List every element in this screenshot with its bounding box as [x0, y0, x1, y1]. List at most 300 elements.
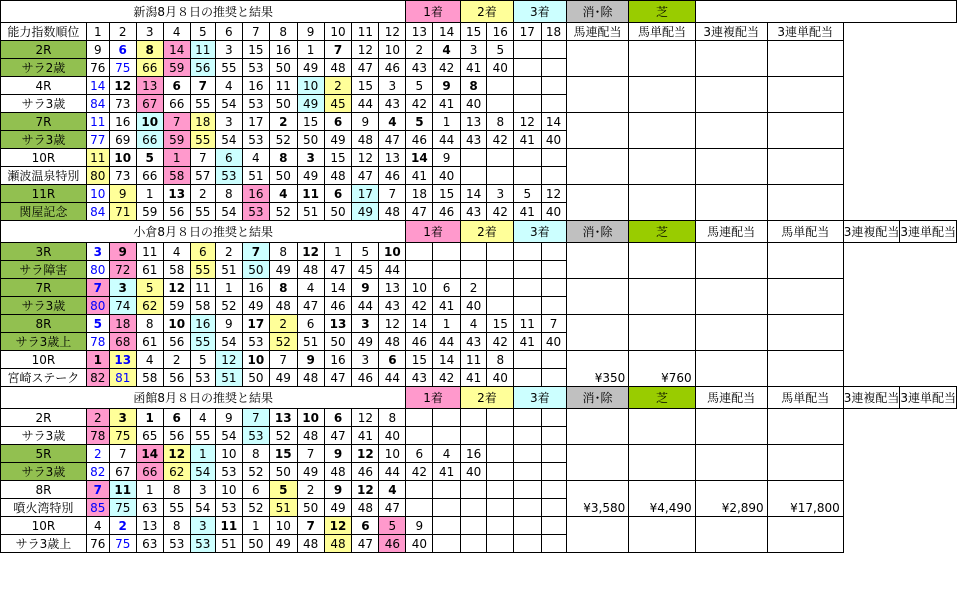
ability-score: 40 [460, 463, 487, 481]
ability-score: 43 [379, 297, 406, 315]
rank-number: 13 [406, 23, 433, 41]
ability-score [514, 499, 541, 517]
horse-number: 12 [352, 41, 379, 59]
ability-score: 52 [215, 297, 242, 315]
rank-number: 15 [460, 23, 487, 41]
section-title: 新潟8月８日の推奨と結果 [1, 1, 406, 23]
horse-number: 14 [136, 445, 163, 463]
ability-score: 44 [433, 333, 460, 351]
horse-number: 3 [460, 41, 487, 59]
rank-number: 7 [242, 23, 269, 41]
ability-score: 45 [352, 261, 379, 279]
payout-header: 馬連配当 [695, 221, 767, 243]
race-horse-row [1, 41, 957, 59]
horse-number: 4 [242, 149, 269, 167]
horse-number: 10 [379, 445, 406, 463]
ability-score: 48 [297, 369, 324, 387]
ability-score: 54 [215, 333, 242, 351]
horse-number: 8 [269, 279, 297, 297]
horse-number: 10 [406, 279, 433, 297]
horse-number: 9 [86, 41, 109, 59]
race-horse-row [1, 517, 957, 535]
ability-score: 49 [269, 261, 297, 279]
rank-number: 8 [269, 23, 297, 41]
horse-number: 2 [86, 409, 109, 427]
ability-score: 56 [163, 369, 190, 387]
ability-score: 40 [541, 203, 566, 221]
ability-score: 48 [297, 427, 324, 445]
ability-score: 63 [136, 535, 163, 553]
horse-number: 8 [460, 77, 487, 95]
horse-number [460, 517, 487, 535]
ability-score: 63 [136, 499, 163, 517]
horse-number: 7 [269, 351, 297, 369]
horse-number [487, 243, 514, 261]
horse-number: 12 [352, 445, 379, 463]
horse-number: 16 [269, 41, 297, 59]
ability-score: 47 [352, 167, 379, 185]
horse-number: 10 [109, 149, 136, 167]
ability-score: 42 [487, 203, 514, 221]
rank-number: 18 [541, 23, 566, 41]
horse-number: 13 [460, 113, 487, 131]
horse-number [460, 243, 487, 261]
race-horse-row [1, 315, 957, 333]
horse-number: 18 [109, 315, 136, 333]
horse-number: 3 [86, 243, 109, 261]
ability-score: 75 [109, 59, 136, 77]
horse-number: 14 [460, 185, 487, 203]
ability-score [541, 427, 566, 445]
ability-score: 46 [352, 463, 379, 481]
ability-score: 42 [406, 463, 433, 481]
ability-score [487, 427, 514, 445]
horse-number: 14 [433, 351, 460, 369]
ability-score: 44 [352, 95, 379, 113]
ability-score [487, 261, 514, 279]
ability-score [541, 261, 566, 279]
race-number: 7R [1, 279, 87, 297]
horse-number: 5 [136, 279, 163, 297]
payout-cell [629, 149, 695, 185]
ability-score: 47 [406, 203, 433, 221]
payout-cell: ¥4,490 [629, 481, 695, 517]
horse-number: 9 [406, 517, 433, 535]
ability-score: 62 [163, 463, 190, 481]
race-number: 8R [1, 481, 87, 499]
horse-number: 14 [406, 315, 433, 333]
payout-cell [629, 243, 695, 279]
legend-turf: 芝 [629, 387, 695, 409]
horse-number: 3 [190, 481, 215, 499]
horse-number: 1 [190, 445, 215, 463]
race-number: 2R [1, 41, 87, 59]
horse-number: 9 [352, 113, 379, 131]
payout-cell [629, 279, 695, 315]
payout-cell [566, 77, 629, 113]
ability-score [514, 95, 541, 113]
horse-number: 6 [163, 409, 190, 427]
horse-number [487, 517, 514, 535]
horse-number: 18 [406, 185, 433, 203]
horse-number: 16 [242, 185, 269, 203]
horse-number: 7 [86, 481, 109, 499]
ability-score: 73 [109, 167, 136, 185]
ability-score: 48 [324, 59, 352, 77]
horse-number: 3 [297, 149, 324, 167]
ability-score: 50 [324, 333, 352, 351]
ability-score: 43 [406, 59, 433, 77]
ability-score: 53 [242, 203, 269, 221]
ability-score: 55 [190, 261, 215, 279]
ability-score: 43 [379, 95, 406, 113]
ability-score: 62 [136, 297, 163, 315]
horse-number: 1 [86, 351, 109, 369]
horse-number: 4 [433, 41, 460, 59]
horse-number: 15 [324, 149, 352, 167]
ability-score [541, 463, 566, 481]
payout-cell [629, 315, 695, 351]
horse-number: 7 [541, 315, 566, 333]
horse-number: 3 [109, 409, 136, 427]
horse-number: 6 [242, 481, 269, 499]
horse-number: 6 [352, 517, 379, 535]
horse-number: 13 [379, 149, 406, 167]
horse-number: 7 [297, 445, 324, 463]
horse-number: 12 [379, 315, 406, 333]
horse-number: 10 [86, 185, 109, 203]
ability-score: 54 [215, 131, 242, 149]
ability-score: 58 [190, 297, 215, 315]
horse-number [541, 77, 566, 95]
horse-number: 13 [269, 409, 297, 427]
ability-score [487, 167, 514, 185]
payout-header: 3連単配当 [900, 221, 957, 243]
horse-number: 4 [163, 243, 190, 261]
ability-score [514, 261, 541, 279]
horse-number: 4 [190, 409, 215, 427]
ability-score: 55 [190, 203, 215, 221]
horse-number: 2 [324, 77, 352, 95]
rank-header-row [1, 23, 957, 41]
ability-score: 80 [86, 167, 109, 185]
ability-score: 40 [379, 427, 406, 445]
horse-number: 2 [460, 279, 487, 297]
horse-number [514, 409, 541, 427]
ability-score: 61 [136, 261, 163, 279]
ability-score [487, 499, 514, 517]
race-horse-row [1, 113, 957, 131]
ability-score: 56 [163, 203, 190, 221]
horse-number [406, 409, 433, 427]
horse-number: 4 [136, 351, 163, 369]
ability-score: 47 [297, 297, 324, 315]
ability-score: 46 [379, 167, 406, 185]
ability-score [514, 167, 541, 185]
ability-score: 55 [163, 499, 190, 517]
ability-score [406, 427, 433, 445]
horse-number: 2 [269, 113, 297, 131]
ability-score: 55 [190, 95, 215, 113]
ability-score [487, 463, 514, 481]
ability-score: 58 [163, 261, 190, 279]
ability-score: 59 [163, 131, 190, 149]
race-name: 瀬波温泉特別 [1, 167, 87, 185]
horse-number: 13 [136, 517, 163, 535]
ability-score: 44 [379, 369, 406, 387]
horse-number [487, 481, 514, 499]
horse-number: 10 [163, 315, 190, 333]
horse-number [514, 41, 541, 59]
ability-score: 51 [297, 203, 324, 221]
horse-number: 4 [433, 445, 460, 463]
ability-score: 50 [269, 463, 297, 481]
section-title: 小倉8月８日の推奨と結果 [1, 221, 406, 243]
ability-score: 66 [136, 167, 163, 185]
ability-score: 53 [190, 369, 215, 387]
horse-number: 15 [406, 351, 433, 369]
race-name: 関屋記念 [1, 203, 87, 221]
payout-cell: ¥2,890 [695, 481, 767, 517]
ability-score: 74 [109, 297, 136, 315]
horse-number: 4 [460, 315, 487, 333]
race-horse-row [1, 445, 957, 463]
payout-cell [566, 315, 629, 351]
section-title-row [1, 1, 957, 23]
horse-number: 4 [215, 77, 242, 95]
horse-number: 9 [109, 185, 136, 203]
payout-cell [695, 113, 767, 149]
horse-number: 4 [297, 279, 324, 297]
payout-header: 3連複配当 [843, 221, 900, 243]
horse-number: 2 [109, 517, 136, 535]
payout-cell [566, 445, 629, 481]
payout-cell [695, 409, 767, 445]
horse-number: 11 [514, 315, 541, 333]
payout-header: 馬単配当 [767, 387, 843, 409]
ability-score: 43 [460, 333, 487, 351]
ability-score: 53 [190, 535, 215, 553]
horse-number: 2 [215, 243, 242, 261]
race-number: 7R [1, 113, 87, 131]
ability-score: 46 [406, 131, 433, 149]
ability-score: 48 [352, 131, 379, 149]
payout-header: 馬単配当 [629, 23, 695, 41]
horse-number: 11 [86, 149, 109, 167]
race-number: 8R [1, 315, 87, 333]
horse-number: 8 [136, 41, 163, 59]
horse-number: 4 [379, 481, 406, 499]
horse-number: 6 [324, 113, 352, 131]
ability-score [460, 167, 487, 185]
ability-score: 56 [190, 59, 215, 77]
ability-score: 67 [109, 463, 136, 481]
ability-score: 48 [297, 261, 324, 279]
payout-cell [695, 41, 767, 77]
horse-number: 9 [215, 315, 242, 333]
ability-score: 84 [86, 95, 109, 113]
ability-score [541, 297, 566, 315]
race-name: 宮崎ステーク [1, 369, 87, 387]
horse-number: 8 [163, 517, 190, 535]
ability-score: 76 [86, 59, 109, 77]
horse-number: 6 [324, 409, 352, 427]
ability-score: 45 [324, 95, 352, 113]
horse-number: 2 [163, 351, 190, 369]
ability-score: 40 [487, 59, 514, 77]
ability-score: 48 [324, 463, 352, 481]
ability-score: 50 [269, 95, 297, 113]
horse-number: 14 [86, 77, 109, 95]
ability-score [433, 427, 460, 445]
legend-second: 2着 [460, 387, 513, 409]
ability-score [514, 59, 541, 77]
rank-number: 11 [352, 23, 379, 41]
horse-number: 9 [324, 481, 352, 499]
ability-score: 54 [215, 427, 242, 445]
race-horse-row [1, 149, 957, 167]
ability-score: 43 [460, 131, 487, 149]
horse-number [541, 481, 566, 499]
ability-score: 40 [460, 297, 487, 315]
race-horse-row [1, 409, 957, 427]
horse-number: 7 [86, 279, 109, 297]
ability-score: 54 [190, 463, 215, 481]
rank-number: 16 [487, 23, 514, 41]
horse-number: 11 [190, 279, 215, 297]
ability-score: 50 [269, 59, 297, 77]
horse-number [460, 409, 487, 427]
legend-erased: 消･除 [566, 1, 629, 23]
horse-number: 9 [297, 351, 324, 369]
horse-number: 1 [215, 279, 242, 297]
horse-number: 1 [324, 243, 352, 261]
ability-score: 59 [163, 297, 190, 315]
race-name: サラ3歳 [1, 95, 87, 113]
ability-score: 69 [109, 131, 136, 149]
ability-score: 73 [109, 95, 136, 113]
ability-score: 47 [324, 369, 352, 387]
horse-number: 5 [190, 351, 215, 369]
horse-number: 16 [242, 279, 269, 297]
ability-score: 49 [352, 203, 379, 221]
horse-number: 16 [109, 113, 136, 131]
horse-number: 17 [242, 113, 269, 131]
horse-number: 11 [109, 481, 136, 499]
horse-number: 4 [379, 113, 406, 131]
race-name: サラ3歳上 [1, 333, 87, 351]
ability-score: 43 [460, 203, 487, 221]
payout-cell [767, 185, 843, 221]
horse-number: 8 [487, 351, 514, 369]
ability-score: 53 [242, 131, 269, 149]
horse-number: 3 [379, 77, 406, 95]
ability-score [487, 297, 514, 315]
ability-score: 55 [190, 131, 215, 149]
horse-number: 11 [460, 351, 487, 369]
horse-number [514, 517, 541, 535]
section-title-row [1, 387, 957, 409]
horse-number [541, 517, 566, 535]
payout-cell [566, 409, 629, 445]
ability-score: 46 [352, 369, 379, 387]
payout-cell [566, 185, 629, 221]
horse-number: 6 [297, 315, 324, 333]
horse-number: 1 [136, 185, 163, 203]
horse-number [541, 243, 566, 261]
horse-number [541, 41, 566, 59]
horse-number: 1 [242, 517, 269, 535]
ability-score: 78 [86, 427, 109, 445]
ability-score [541, 59, 566, 77]
ability-score: 48 [379, 333, 406, 351]
ability-score: 49 [324, 131, 352, 149]
ability-score [514, 297, 541, 315]
ability-score [514, 369, 541, 387]
race-horse-row [1, 351, 957, 369]
payout-cell [695, 351, 767, 387]
race-horse-row [1, 185, 957, 203]
horse-number: 10 [215, 481, 242, 499]
legend-turf: 芝 [629, 1, 695, 23]
ability-score: 53 [215, 499, 242, 517]
ability-score: 41 [514, 333, 541, 351]
horse-number: 12 [215, 351, 242, 369]
horse-number [460, 481, 487, 499]
ability-score: 52 [269, 131, 297, 149]
ability-score: 42 [433, 369, 460, 387]
ability-score: 57 [190, 167, 215, 185]
horse-number: 8 [163, 481, 190, 499]
payout-cell [767, 351, 843, 387]
horse-number: 13 [136, 77, 163, 95]
ability-score: 44 [379, 463, 406, 481]
race-number: 4R [1, 77, 87, 95]
horse-number: 8 [487, 113, 514, 131]
ability-score: 53 [215, 463, 242, 481]
ability-score: 72 [109, 261, 136, 279]
ability-score: 48 [324, 535, 352, 553]
horse-number: 12 [352, 481, 379, 499]
horse-number: 13 [163, 185, 190, 203]
ability-score: 51 [242, 167, 269, 185]
payout-cell [695, 243, 767, 279]
horse-number: 7 [242, 409, 269, 427]
race-name: サラ障害 [1, 261, 87, 279]
horse-number: 7 [324, 41, 352, 59]
payout-cell [767, 409, 843, 445]
horse-number: 10 [242, 351, 269, 369]
ability-score: 61 [136, 333, 163, 351]
ability-score [514, 535, 541, 553]
ability-score: 46 [379, 59, 406, 77]
ability-score: 50 [242, 535, 269, 553]
horse-number: 9 [109, 243, 136, 261]
horse-number [433, 481, 460, 499]
payout-header: 3連単配当 [767, 23, 843, 41]
horse-number: 10 [379, 41, 406, 59]
horse-number: 8 [379, 409, 406, 427]
race-number: 10R [1, 149, 87, 167]
ability-score: 40 [541, 333, 566, 351]
horse-number: 5 [406, 77, 433, 95]
payout-cell [629, 113, 695, 149]
race-horse-row [1, 77, 957, 95]
payout-header: 3連複配当 [843, 387, 900, 409]
ability-score: 52 [242, 499, 269, 517]
ability-score: 66 [136, 131, 163, 149]
legend-third: 3着 [514, 1, 567, 23]
